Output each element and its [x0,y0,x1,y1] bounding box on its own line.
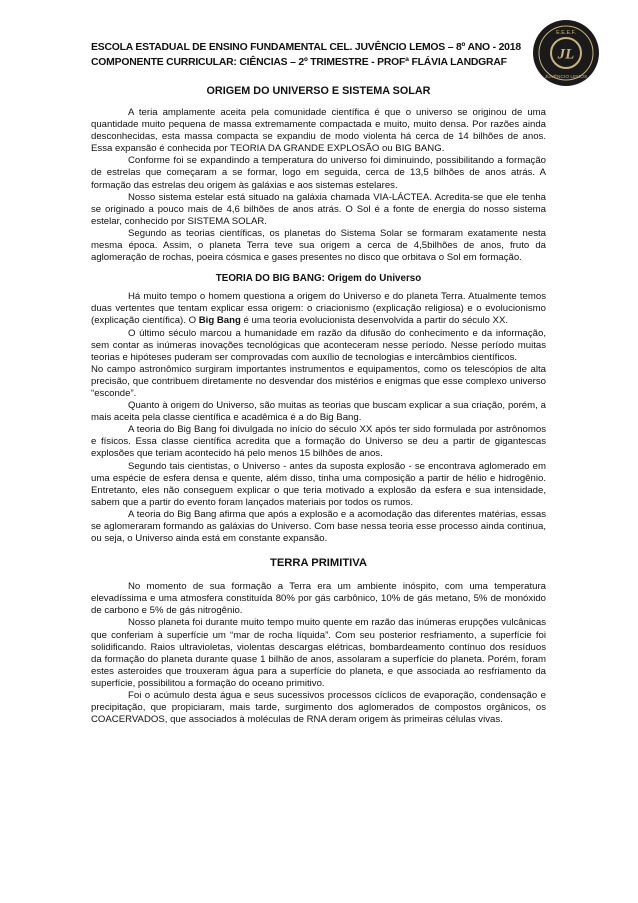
school-header [91,40,521,70]
header-line-component: COMPONENTE CURRICULAR: CIÊNCIAS – 2º TRIMESTRE - PROFª FLÁVIA LANDGRAF [91,57,507,68]
school-logo [531,18,601,88]
big-bang-p1-tail: é uma teoria evolucionista desenvolvida a partir do século XX. [240,315,509,327]
intro-paragraph-4: Segundo as teorias científicas, os planetas do Sistema Solar se formaram exatamente nesta mesma época. Assim, o planeta Terra teve sua origem a cerca de 4,5bilhões de anos, fruto da aglomeração de rochas, poeira cósmica e gases presentes no disco que orbitava o Sol em formação. [91,227,546,264]
intro-paragraph-1: A teria amplamente aceita pela comunidade científica é que o universo se originou de uma quantidade muito pequena de massa extremamente compactada e muito, muito densa. Por razões ainda desconhecidas, esta massa compacta se expandiu de modo violenta há cerca de 14 bilhões de anos. Essa expansão é conhecida por TEORIA DA GRANDE EXPLOSÃO ou BIG BANG. [91,107,546,155]
big-bang-paragraph-2: O último século marcou a humanidade em razão da difusão do conhecimento e da informação, sem contar as inúmeras inovações tecnológicas que aconteceram nesse período. Nesse período muitas teorias e hipóteses puderam ser comprovadas com auxílio de tecnologias e intercâmbios científicos. [91,327,546,363]
big-bang-paragraph-5: A teoria do Big Bang foi divulgada no início do século XX após ter sido formulada por astrônomos e físicos. Essa classe científica acredita que a formação do Universo se deu a partir de gigantescas explosões que teriam acontecido há pelo menos 15 bilhões de anos. [91,424,546,460]
big-bang-heading: TEORIA DO BIG BANG: Origem do Universo [215,273,422,285]
big-bang-paragraph-4: Quanto à origem do Universo, são muitas as teorias que buscam explicar a sua criação, porém, a mais aceita pela classe científica e acadêmica é a do Big Bang. [91,400,546,424]
logo-bottom-text: JUVÊNCIO LEMOS [544,75,588,80]
logo-top-text: E.E.E.F. [556,30,576,36]
intro-paragraph-2: Conforme foi se expandindo a temperatura do universo foi diminuindo, possibilitando a formação de estrelas que começaram a se formar, logo em seguida, cerca de 13,5 bilhões de anos atrás. A formação das estrelas deu origem às galáxias e aos sistemas estelares. [91,155,546,191]
terra-paragraph-2: Nosso planeta foi durante muito tempo muito quente em razão das inúmeras erupções vulcânicas que conferiam à superfície um “mar de rocha líquida”. Com seu posterior resfriamento, a superfície foi solidificando. Raios ultravioletas, violentas descargas elétricas, bombardeamento contínuo dos resíduos da formação do planeta durante quase 1 bilhão de anos, assolaram a superfície do planeta. Porém, foram estes asteroides que trouxeram água para a superfície do planeta, e que associada ao resfriamento da superfície, possibilitou a formação do oceano primitivo. [91,617,546,689]
big-bang-term: Big Bang [198,315,241,327]
document-body [91,84,546,726]
header-line-school: ESCOLA ESTADUAL DE ENSINO FUNDAMENTAL CEL. JUVÊNCIO LEMOS – 8º ANO - 2018 [91,42,521,53]
big-bang-paragraph-7: A teoria do Big Bang afirma que após a explosão e a acomodação das diferentes matérias, essas se aglomeraram formando as galáxias do Universo. Com base nessa teoria esse processo ainda continua, ou seja, o Universo ainda está em constante expansão. [91,508,546,545]
big-bang-paragraph-3: No campo astronômico surgiram importantes instrumentos e equipamentos, como os telescópios de alta precisão, que contribuem diretamente no desvendar dos mistérios e enigmas que esse complexo universo “esconde”. [91,363,546,399]
big-bang-paragraph-1 [91,291,546,327]
intro-paragraph-3: Nosso sistema estelar está situado na galáxia chamada VIA-LÁCTEA. Acredita-se que ele tenha se originado a pouco mais de 4,6 bilhões de anos atrás. O Sol é a fonte de energia do nosso sistema estelar, conhecido por SISTEMA SOLAR. [91,191,546,227]
terra-paragraph-3: Foi o acúmulo desta água e seus sucessivos processos cíclicos de evaporação, condensação e precipitação, que propiciaram, mais tarde, surgimento dos aglomerados de compostos orgânicos, os COACERVADOS, que associados à moléculas de RNA deram origem às primeiras células vivas. [91,690,546,726]
terra-primitiva-heading: TERRA PRIMITIVA [270,557,367,570]
big-bang-paragraph-6: Segundo tais cientistas, o Universo - antes da suposta explosão - se encontrava aglomerado em uma espécie de esfera densa e quente, além disso, tinha uma composição a partir de hélio e hidrogênio. Entretanto, eles não conseguem explicar o que teria motivado a explosão da esfera e sua intensidade, sabem que a partir do evento foram lançados materiais por todos os rumos. [91,460,546,508]
big-bang-p1-text: Há muito tempo o homem questiona a origem do Universo e do planeta Terra. Atualmente temos duas vertentes que tentam explicar essa origem: o criacionismo (explicação religiosa) e o evolucionismo (explicação científica). O [91,291,546,327]
document-title: ORIGEM DO UNIVERSO E SISTEMA SOLAR [206,85,431,97]
terra-paragraph-1: No momento de sua formação a Terra era um ambiente inóspito, com uma temperatura elevadíssima e uma atmosfera constituída 80% por gás carbônico, 10% de gás metano, 5% de monóxido de carbono e 5% de gás nitrogênio. [91,581,546,617]
logo-initials: JL [557,46,575,63]
